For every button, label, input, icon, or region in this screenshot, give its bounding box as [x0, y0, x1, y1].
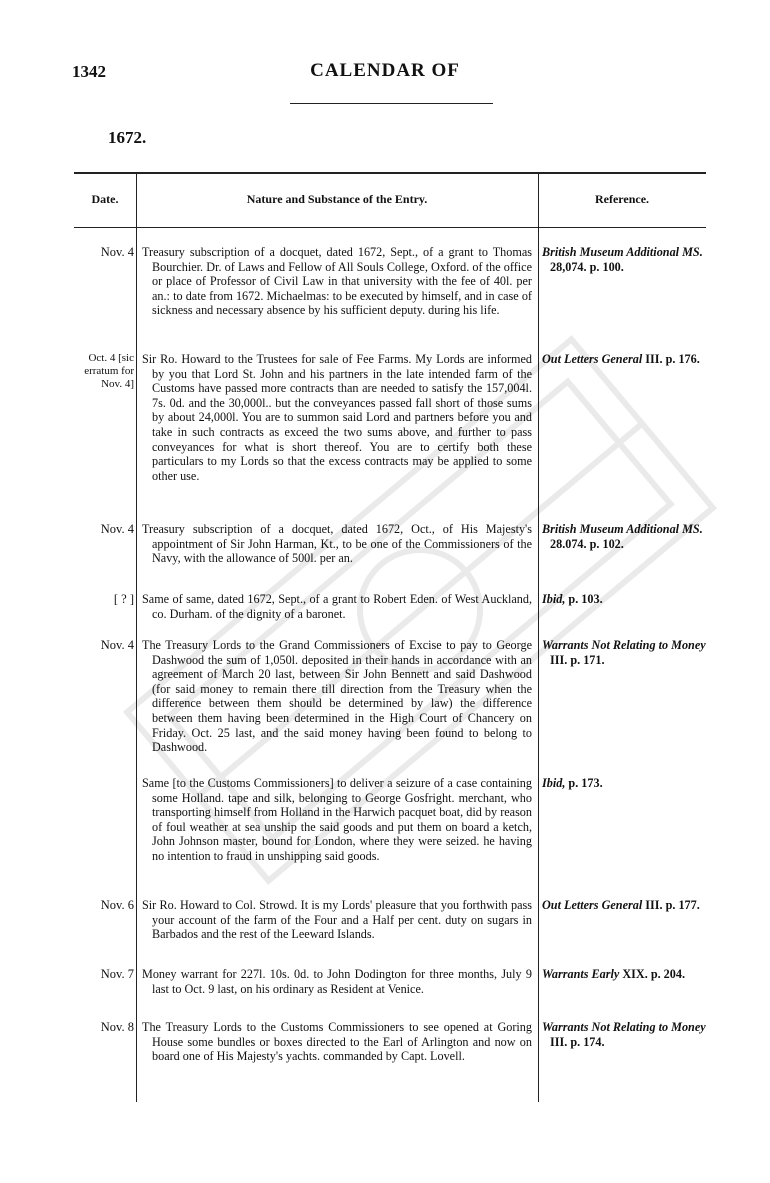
entry-date: Nov. 7: [100, 967, 134, 981]
table-top-rule: [74, 172, 706, 174]
table-header-rule: [74, 227, 706, 228]
entry-text: Sir Ro. Howard to Col. Strowd. It is my Lords' pleasure that you forthwith pass your account of the farm of the Four and a Half per cent. duty on sugars in Barbados and the rest of the Leeward Islands.: [142, 898, 532, 942]
entry-text: Sir Ro. Howard to the Trustees for sale of Fee Farms. My Lords are informed by you that Lord St. John and his partners in the late intended farm of the Customs have passed more contracts than are needed to satisfy the 157,004l. 7s. 0d. and the 30,000l.. but the conveyances passed fall short of those sums by about 24,000l. You are to summon said Lord and partners before you and take in such contracts as exceed the two sums above, and further to pass conveyances for what is short thereof. You are to certify both these particulars to my Lords so that the excess contracts may be applied to some other use.: [142, 352, 532, 483]
entry-text: The Treasury Lords to the Grand Commissioners of Excise to pay to George Dashwood the sum of 1,050l. deposited in their hands in accordance with an agreement of March 20 last, between Sir John Bennett and said Dashwood (for said money to remain there till direction from the Treasury when the difference between them should be determined by law) the difference between them having been determined in the High Court of Chancery on Friday. Oct. 25 last, and the said money having been found to belong to Dashwood.: [142, 638, 532, 755]
page-number: 1342: [72, 62, 106, 81]
entry-text: Treasury subscription of a docquet, dated 1672, Sept., of a grant to Thomas Bourchier. Dr. of Laws and Fellow of All Souls College, Oxford. of the office or place of Professor of Civil Law in that university with the fee of 40l. per an.: to date from 1672. Michaelmas: to be executed by himself, and in case of sickness and necessary absence by his sufficient deputy. during his life.: [142, 245, 532, 318]
reference-title: Ibid,: [542, 592, 566, 606]
entry-date: Oct. 4 [sic erratum for Nov. 4]: [84, 352, 134, 390]
reference-location: III. p. 177.: [645, 898, 700, 912]
reference-location: p. 173.: [568, 776, 603, 790]
reference-location: III. p. 174.: [550, 1034, 605, 1049]
entry-date: Nov. 4: [100, 522, 134, 536]
header-rule: [290, 103, 493, 104]
entry-text: The Treasury Lords to the Customs Commissioners to see opened at Goring House some bundles or boxes directed to the Earl of Arlington and now on board one of His Majesty's yachts. commanded by Capt. Lovell.: [142, 1020, 532, 1064]
reference-title: Warrants Early: [542, 967, 620, 981]
entry-reference: [542, 245, 706, 274]
year-heading: 1672.: [108, 128, 147, 147]
column-header-reference: Reference.: [594, 192, 650, 206]
entry-text: Treasury subscription of a docquet, dated 1672, Oct., of His Majesty's appointment of Sir John Harman, Kt., to be one of the Commissioners of the Navy, with the allowance of 500l. per an.: [142, 522, 532, 566]
entry-date: [ ? ]: [113, 592, 134, 606]
running-head: CALENDAR OF: [310, 60, 460, 81]
reference-title: British Museum Additional MS.: [542, 245, 703, 259]
reference-title: Out Letters General: [542, 352, 643, 366]
reference-title: Warrants Not Relating to Money: [542, 1020, 706, 1034]
column-divider-date: [136, 172, 137, 1102]
reference-location: III. p. 171.: [550, 652, 605, 667]
reference-location: XIX. p. 204.: [622, 967, 686, 981]
reference-location: 28,074. p. 100.: [550, 259, 624, 274]
entry-date: Nov. 4: [100, 245, 134, 259]
reference-title: British Museum Additional MS.: [542, 522, 703, 536]
calendar-table: [74, 172, 706, 1102]
entry-reference: [542, 592, 706, 607]
column-header-date: Date.: [91, 192, 119, 206]
reference-title: Ibid,: [542, 776, 566, 790]
entry-reference: [542, 967, 706, 982]
entry-reference: [542, 522, 706, 551]
entry-date: Nov. 8: [100, 1020, 134, 1034]
entry-reference: [542, 898, 706, 913]
reference-location: 28.074. p. 102.: [550, 536, 624, 551]
entry-reference: [542, 1020, 706, 1049]
entry-text: Same [to the Customs Commissioners] to deliver a seizure of a case containing some Holland. tape and silk, belonging to George Gosfright. merchant, who transporting himself from Holland in the Harwich pacquet boat, did by reason of foul weather at sea unship the said goods and put them on board a ketch, John Johnson master, bound for London, where they were seized. he having no intention to fraud in unshipping said goods.: [142, 776, 532, 863]
entry-reference: [542, 776, 706, 791]
column-divider-reference: [538, 172, 539, 1102]
entry-reference: [542, 352, 706, 367]
reference-title: Out Letters General: [542, 898, 643, 912]
entry-date: Nov. 4: [100, 638, 134, 652]
entry-text: Same of same, dated 1672, Sept., of a grant to Robert Eden. of West Auckland, co. Durham. of the dignity of a baronet.: [142, 592, 532, 621]
entry-text: Money warrant for 227l. 10s. 0d. to John Dodington for three months, July 9 last to Oct. 9 last, on his ordinary as Resident at Venice.: [142, 967, 532, 996]
reference-location: III. p. 176.: [645, 352, 700, 366]
reference-location: p. 103.: [568, 592, 603, 606]
column-header-nature: Nature and Substance of the Entry.: [246, 192, 428, 206]
entry-date: Nov. 6: [100, 898, 134, 912]
reference-title: Warrants Not Relating to Money: [542, 638, 706, 652]
entry-reference: [542, 638, 706, 667]
